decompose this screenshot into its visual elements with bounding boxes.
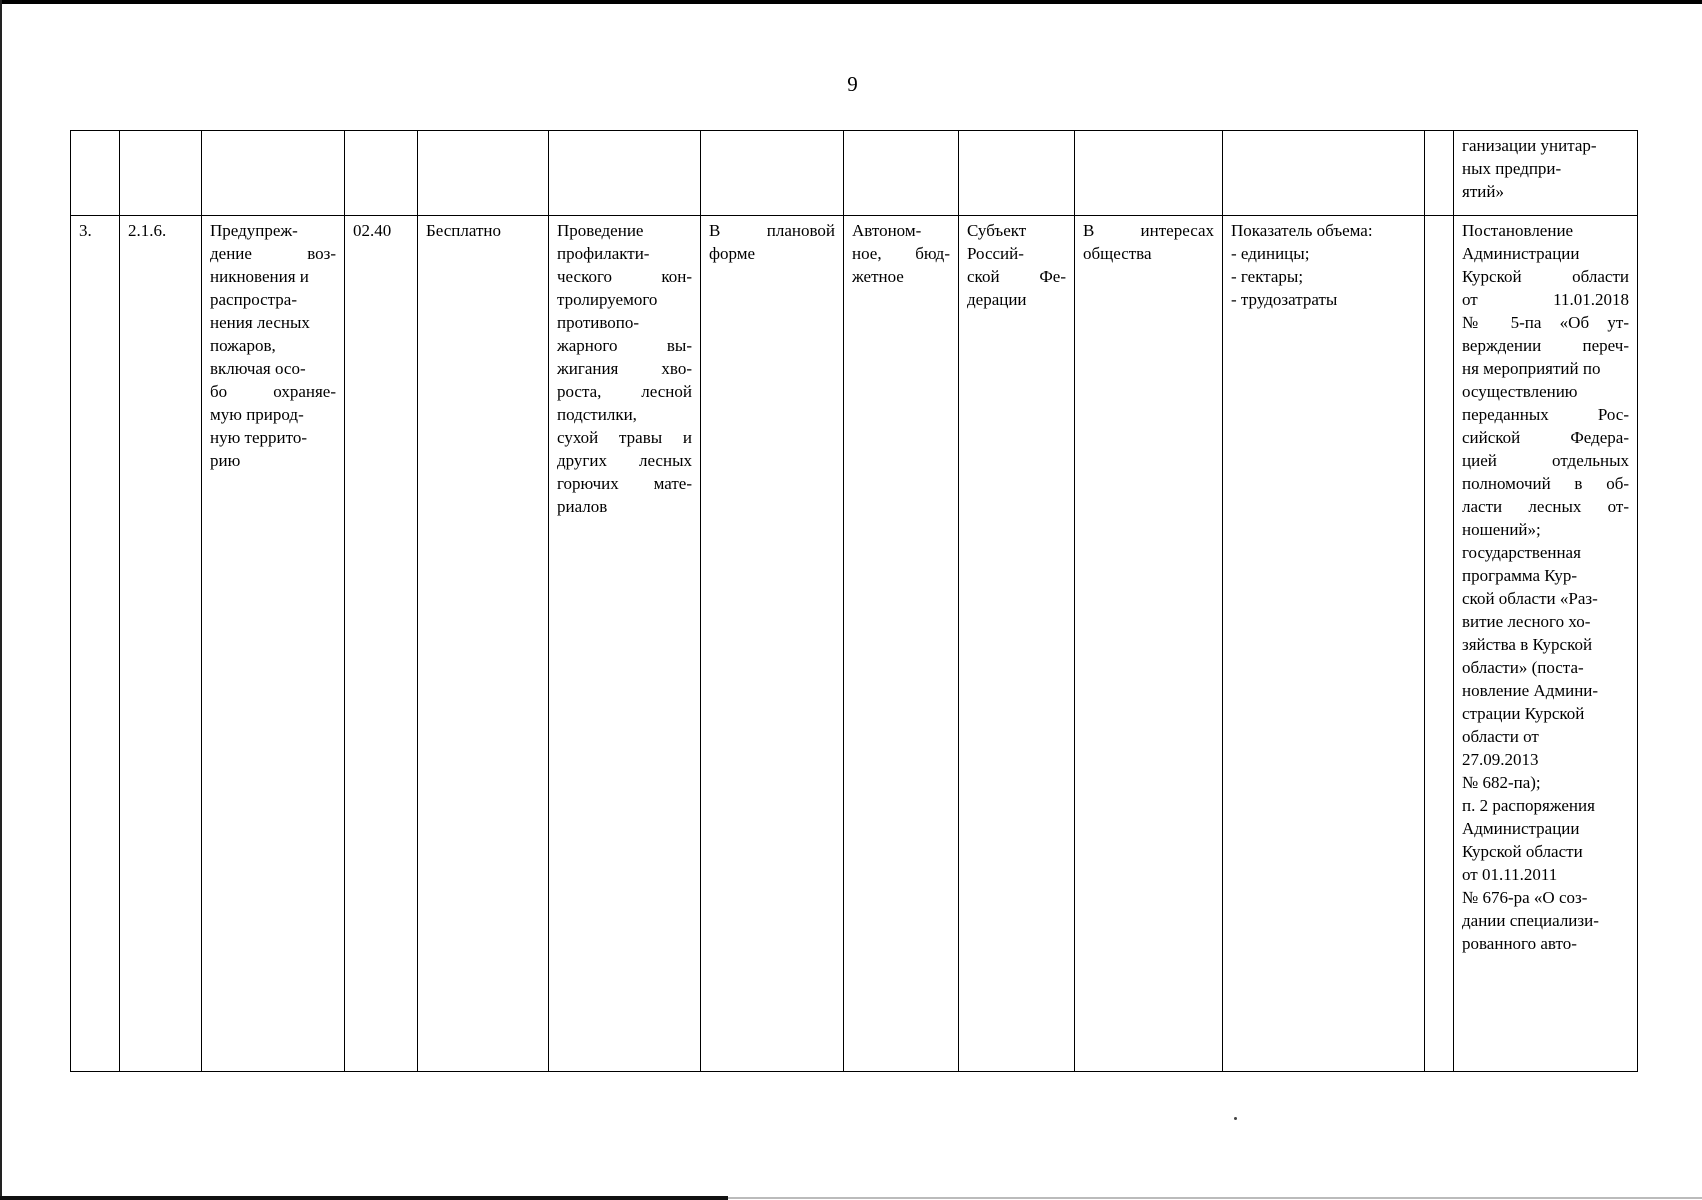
cell-empty [549,131,701,216]
content-line: роста, лесной [557,382,692,401]
law-line: № 676-ра «О соз- [1462,888,1588,907]
cell-form [701,216,844,1072]
name-line: мую природ- [210,405,304,424]
law-line: Курской области [1462,842,1583,861]
indicator-item: - гектары; [1231,267,1304,286]
payment-type: Бесплатно [426,221,501,240]
indicator-title: Показатель объема: [1231,221,1373,240]
cell-empty [418,131,549,216]
level-line: Россий- [967,244,1024,263]
law-line: от 01.11.2011 [1462,865,1558,884]
content-line: жарного вы- [557,336,692,355]
cell-interest [1075,216,1223,1072]
scan-bottom-border [728,1197,1702,1199]
law-line: верждении переч- [1462,336,1629,355]
name-line: Предупреж- [210,221,298,240]
law-line: ных предпри- [1462,159,1562,178]
content-line: Проведение [557,221,644,240]
law-line: программа Кур- [1462,566,1578,585]
law-line: 27.09.2013 [1462,750,1539,769]
law-line: ганизации унитар- [1462,136,1597,155]
law-line: Постановление [1462,221,1574,240]
name-line: дение воз- [210,244,336,263]
law-line: области от [1462,727,1539,746]
law-line: рованного авто- [1462,934,1577,953]
law-line: ласти лесных от- [1462,497,1629,516]
okved-code: 02.40 [353,221,392,240]
scan-speck [1234,1117,1237,1120]
name-line: включая осо- [210,359,306,378]
cell-empty [1223,131,1425,216]
law-line: от 11.01.2018 [1462,290,1629,309]
cell-level [959,216,1075,1072]
content-line: ческого кон- [557,267,692,286]
content-line: риалов [557,497,608,516]
institution-line: ное, бюд- [852,244,950,263]
form-line: В плановой [709,221,835,240]
cell-empty [1425,216,1454,1072]
law-line: зяйства в Курской [1462,635,1593,654]
content-line: противопо- [557,313,640,332]
page-number: 9 [847,72,858,96]
cell-content [549,216,701,1072]
name-line: распростра- [210,290,298,309]
name-line: рию [210,451,241,470]
cell-legal-basis [1454,216,1638,1072]
law-line: новление Админи- [1462,681,1599,700]
registry-table [70,130,1638,1072]
law-line: полномочий в об- [1462,474,1629,493]
cell-empty [844,131,959,216]
content-line: тролируемого [557,290,658,309]
cell-institution-type [844,216,959,1072]
law-line: ня мероприятий по [1462,359,1601,378]
law-line: ношений»; [1462,520,1541,539]
indicator-item: - единицы; [1231,244,1310,263]
cell-empty [345,131,418,216]
law-line: переданных Рос- [1462,405,1629,424]
law-line: № 682-па); [1462,773,1541,792]
content-line: сухой травы и [557,428,692,447]
name-line: пожаров, [210,336,276,355]
name-line: нения лесных [210,313,310,332]
level-line: ской Фе- [967,267,1066,286]
name-line: бо охраняе- [210,382,336,401]
institution-line: Автоном- [852,221,922,240]
content-line: жигания хво- [557,359,692,378]
cell-empty [1425,131,1454,216]
row-number: 3. [79,221,92,240]
law-line: области» (поста- [1462,658,1584,677]
institution-line: жетное [852,267,904,286]
law-line: страции Курской [1462,704,1585,723]
cell-empty [71,131,120,216]
law-line: п. 2 распоряжения [1462,796,1595,815]
level-line: Субъект [967,221,1027,240]
table-row [71,216,1638,1072]
interest-line: общества [1083,244,1152,263]
cell-empty [959,131,1075,216]
cell-indicators [1223,216,1425,1072]
cell-legal-basis-continued [1454,131,1638,216]
cell-payment [418,216,549,1072]
continued-row [71,131,1638,216]
content-line: других лесных [557,451,692,470]
cell-empty [1075,131,1223,216]
law-line: № 5-па «Об ут- [1462,313,1629,332]
cell-code [120,216,202,1072]
interest-line: В интересах [1083,221,1214,240]
level-line: дерации [967,290,1027,309]
law-line: Курской области [1462,267,1629,286]
content-line: подстилки, [557,405,637,424]
law-line: Администрации [1462,244,1580,263]
content-line: профилакти- [557,244,650,263]
row-code: 2.1.6. [128,221,167,240]
law-line: ской области «Раз- [1462,589,1598,608]
law-line: витие лесного хо- [1462,612,1591,631]
name-line: никновения и [210,267,309,286]
law-line: ятий» [1462,182,1504,201]
cell-service-name [202,216,345,1072]
law-line: цией отдельных [1462,451,1629,470]
scan-bottom-border [0,1196,728,1200]
indicator-item: - трудозатраты [1231,290,1338,309]
law-line: дании специализи- [1462,911,1599,930]
content-line: горючих мате- [557,474,692,493]
scan-top-border [0,0,1702,4]
cell-okved [345,216,418,1072]
form-line: форме [709,244,756,263]
law-line: государственная [1462,543,1581,562]
cell-empty [120,131,202,216]
law-line: сийской Федера- [1462,428,1629,447]
scan-left-edge [0,0,2,1200]
cell-empty [202,131,345,216]
name-line: ную террито- [210,428,307,447]
law-line: осуществлению [1462,382,1578,401]
cell-row-number [71,216,120,1072]
law-line: Администрации [1462,819,1580,838]
cell-empty [701,131,844,216]
